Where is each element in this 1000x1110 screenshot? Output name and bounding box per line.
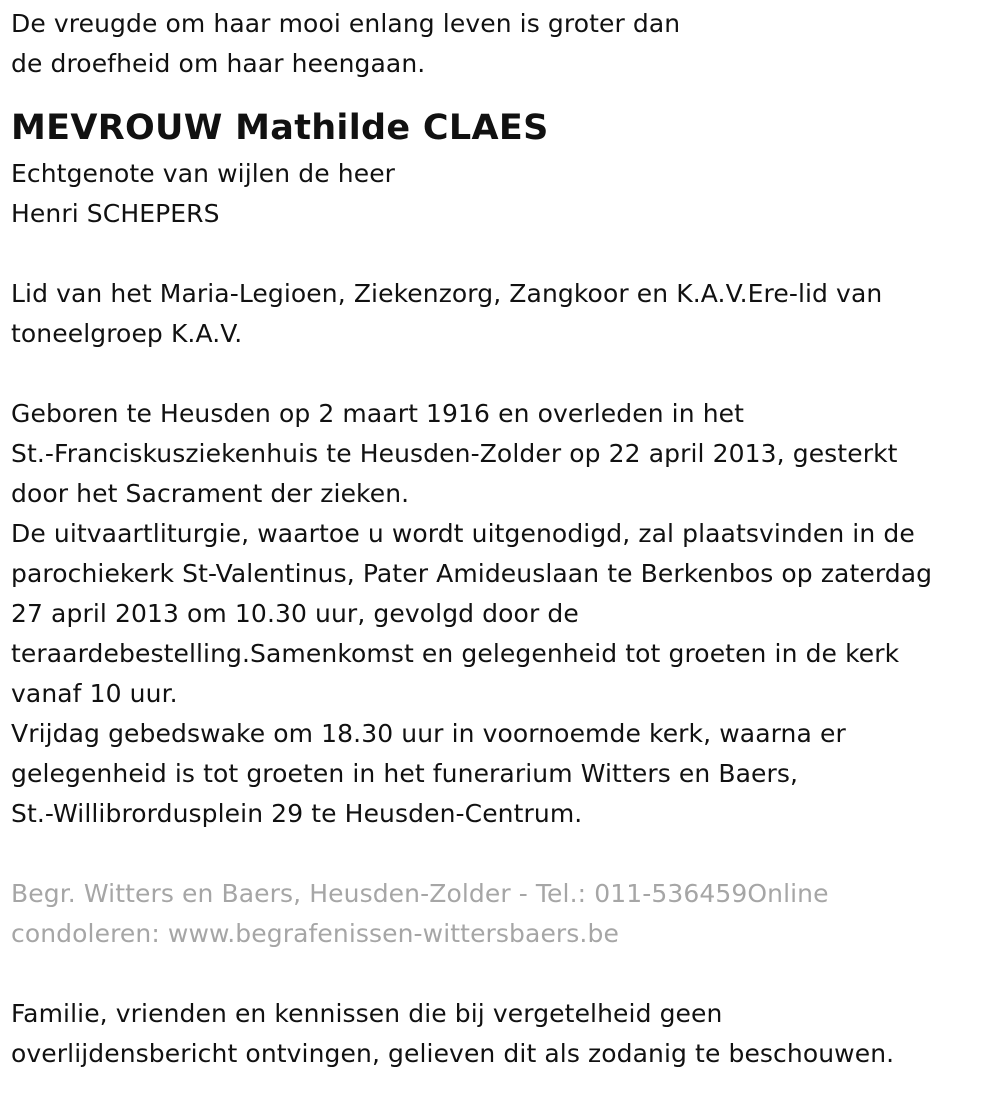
funeral-home-line: Begr. Witters en Baers, Heusden-Zolder - Tel.: 011-536459Online	[11, 879, 829, 908]
details-line: parochiekerk St-Valentinus, Pater Amideuslaan te Berkenbos op zaterdag	[11, 559, 933, 588]
details-line: Geboren te Heusden op 2 maart 1916 en overleden in het	[11, 399, 745, 428]
details-line: St.-Willibrordusplein 29 te Heusden-Centrum.	[11, 799, 583, 828]
funeral-home-line: condoleren: www.begrafenissen-wittersbaers.be	[11, 919, 619, 948]
funeral-home-info	[11, 874, 991, 954]
deceased-name: MEVROUW Mathilde CLAES	[11, 108, 549, 148]
spouse-line: Henri SCHEPERS	[11, 199, 220, 228]
closing-note	[11, 994, 991, 1074]
intro-line: De vreugde om haar mooi enlang leven is groter dan	[11, 9, 681, 38]
obituary-document	[11, 4, 991, 1074]
closing-line: Familie, vrienden en kennissen die bij vergetelheid geen	[11, 999, 723, 1028]
details-line: teraardebestelling.Samenkomst en gelegenheid tot groeten in de kerk	[11, 639, 900, 668]
membership-line: Lid van het Maria-Legioen, Ziekenzorg, Zangkoor en K.A.V.Ere-lid van	[11, 279, 883, 308]
details-line: vanaf 10 uur.	[11, 679, 178, 708]
intro-quote	[11, 4, 991, 84]
membership-line: toneelgroep K.A.V.	[11, 319, 243, 348]
details-line: De uitvaartliturgie, waartoe u wordt uitgenodigd, zal plaatsvinden in de	[11, 519, 915, 548]
intro-line: de droefheid om haar heengaan.	[11, 49, 426, 78]
details-line: Vrijdag gebedswake om 18.30 uur in voornoemde kerk, waarna er	[11, 719, 846, 748]
funeral-details	[11, 394, 991, 834]
closing-line: overlijdensbericht ontvingen, gelieven dit als zodanig te beschouwen.	[11, 1039, 895, 1068]
details-line: door het Sacrament der zieken.	[11, 479, 410, 508]
memberships	[11, 274, 991, 354]
details-line: gelegenheid is tot groeten in het funerarium Witters en Baers,	[11, 759, 799, 788]
spouse-line: Echtgenote van wijlen de heer	[11, 159, 396, 188]
spouse-info	[11, 154, 991, 234]
details-line: St.-Franciskusziekenhuis te Heusden-Zolder op 22 april 2013, gesterkt	[11, 439, 898, 468]
details-line: 27 april 2013 om 10.30 uur, gevolgd door de	[11, 599, 579, 628]
